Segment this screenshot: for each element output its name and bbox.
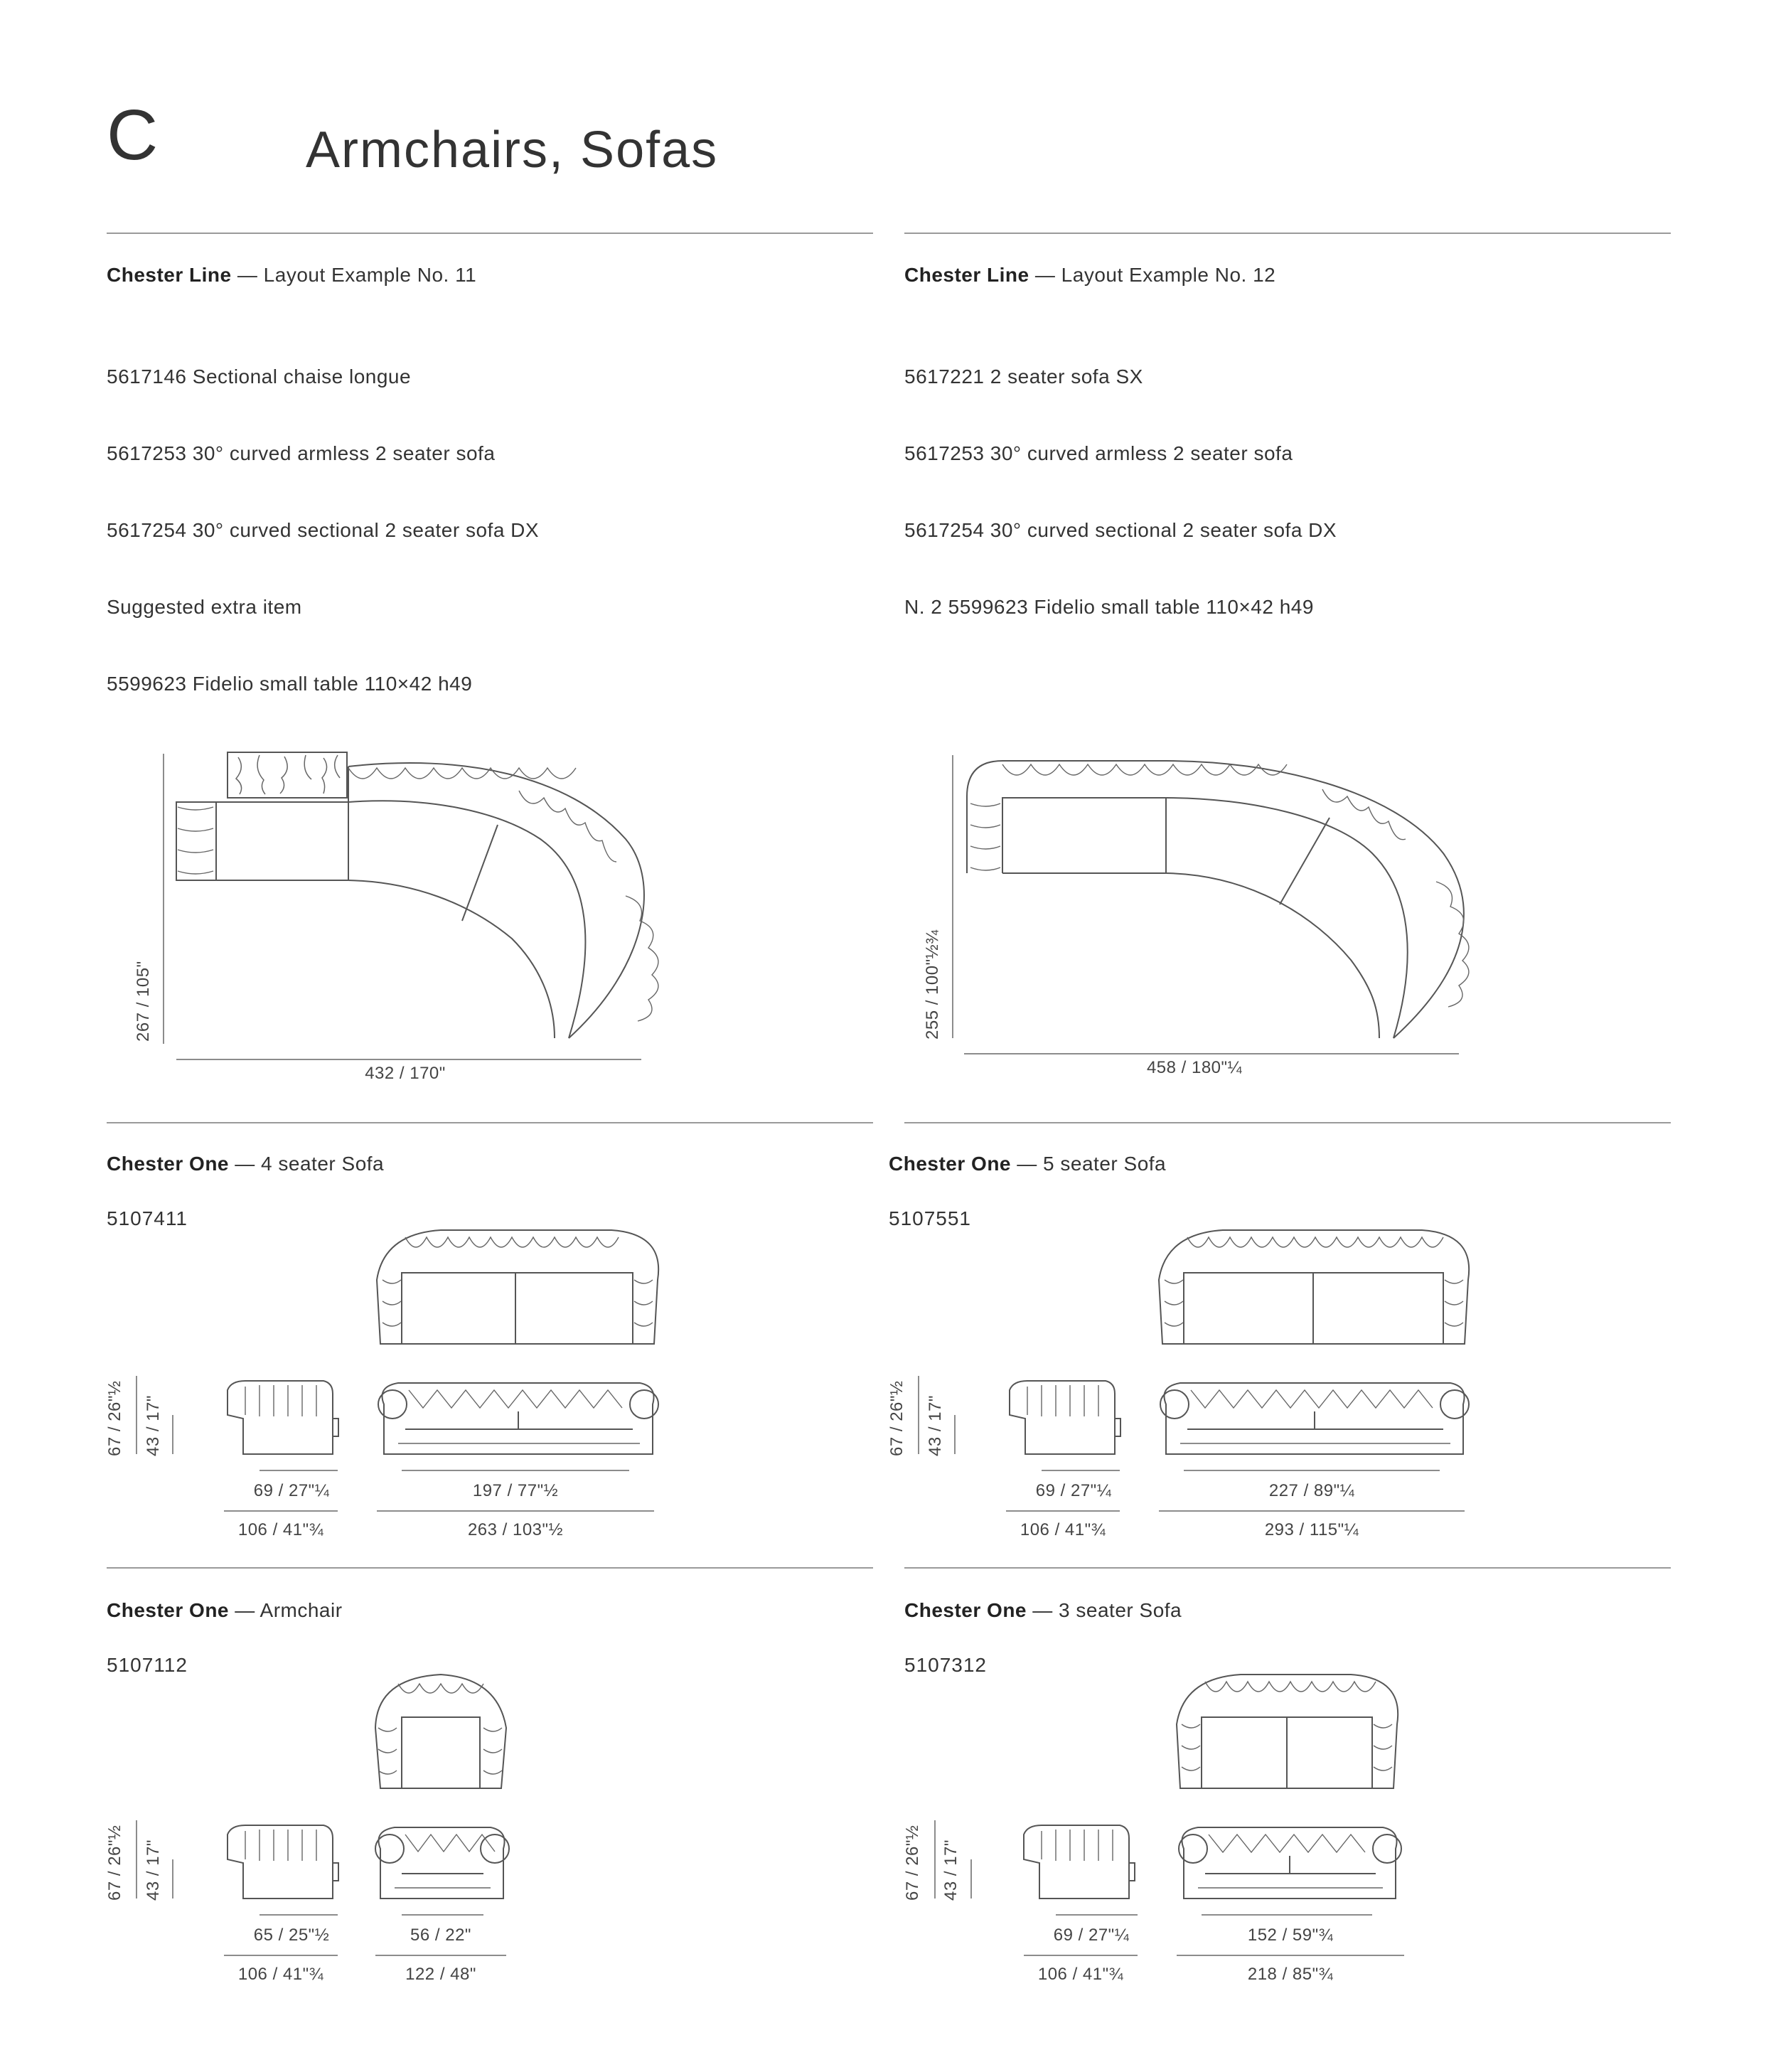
list-item: 5617254 30° curved sectional 2 seater sofa DX xyxy=(107,519,540,541)
list-item: 5617253 30° curved armless 2 seater sofa xyxy=(904,442,1293,464)
product-line-name: Chester One xyxy=(107,1153,229,1175)
side-depth-inner-dimension: 69 / 27"¼ xyxy=(1053,1926,1130,1945)
list-item: 5617254 30° curved sectional 2 seater sofa DX xyxy=(904,519,1337,541)
front-width-total-dimension: 218 / 85"¾ xyxy=(1247,1965,1334,1984)
heading-subtitle: — 3 seater Sofa xyxy=(1032,1599,1182,1621)
list-item: 5617253 30° curved armless 2 seater sofa xyxy=(107,442,496,464)
product-line-name: Chester One xyxy=(107,1599,229,1621)
product-line-name: Chester Line xyxy=(904,264,1029,286)
side-depth-total-dimension: 106 / 41"¾ xyxy=(1037,1965,1124,1984)
product-code: 5107312 xyxy=(904,1654,988,1676)
product-line-name: Chester One xyxy=(904,1599,1027,1621)
overall-width-dimension: 432 / 170" xyxy=(365,1064,446,1083)
side-depth-total-dimension: 106 / 41"¾ xyxy=(237,1965,324,1984)
heading-subtitle: — Layout Example No. 12 xyxy=(1034,264,1276,286)
side-depth-inner-dimension: 65 / 25"½ xyxy=(253,1926,330,1945)
front-width-inner-dimension: 152 / 59"¾ xyxy=(1247,1926,1334,1945)
front-width-total-dimension: 263 / 103"½ xyxy=(467,1520,564,1539)
height-dimension: 67 / 26"½ xyxy=(887,1380,906,1456)
heading-subtitle: — 4 seater Sofa xyxy=(235,1153,385,1175)
product-line-name: Chester Line xyxy=(107,264,232,286)
front-width-inner-dimension: 197 / 77"½ xyxy=(472,1481,559,1500)
side-depth-inner-dimension: 69 / 27"¼ xyxy=(253,1481,330,1500)
page-title: Armchairs, Sofas xyxy=(306,122,719,178)
product-code: 5107112 xyxy=(107,1654,188,1676)
list-item: 5617146 Sectional chaise longue xyxy=(107,365,412,388)
product-code: 5107411 xyxy=(107,1207,188,1229)
product-code: 5107551 xyxy=(889,1207,972,1229)
front-width-total-dimension: 293 / 115"¼ xyxy=(1264,1520,1359,1539)
side-depth-total-dimension: 106 / 41"¾ xyxy=(1020,1520,1106,1539)
overall-width-dimension: 458 / 180"¼ xyxy=(1146,1058,1243,1077)
list-item: N. 2 5599623 Fidelio small table 110×42 h49 xyxy=(904,596,1314,618)
overall-depth-dimension: 267 / 105" xyxy=(134,961,153,1042)
height-dimension: 67 / 26"½ xyxy=(105,1380,124,1456)
height-dimension: 67 / 26"½ xyxy=(903,1825,922,1901)
seat-height-dimension: 43 / 17" xyxy=(941,1839,961,1901)
front-width-inner-dimension: 56 / 22" xyxy=(410,1926,471,1945)
list-item: 5599623 Fidelio small table 110×42 h49 xyxy=(107,673,473,695)
seat-height-dimension: 43 / 17" xyxy=(144,1839,163,1901)
section-letter: C xyxy=(107,95,159,175)
heading-subtitle: — Armchair xyxy=(235,1599,343,1621)
product-line-name: Chester One xyxy=(889,1153,1011,1175)
list-item: 5617221 2 seater sofa SX xyxy=(904,365,1143,388)
list-item: Suggested extra item xyxy=(107,596,302,618)
front-width-total-dimension: 122 / 48" xyxy=(405,1965,476,1984)
overall-depth-dimension: 255 / 100"½¾ xyxy=(923,929,942,1040)
seat-height-dimension: 43 / 17" xyxy=(144,1395,163,1456)
front-width-inner-dimension: 227 / 89"¼ xyxy=(1268,1481,1355,1500)
height-dimension: 67 / 26"½ xyxy=(105,1825,124,1901)
side-depth-total-dimension: 106 / 41"¾ xyxy=(237,1520,324,1539)
heading-subtitle: — Layout Example No. 11 xyxy=(237,264,477,286)
heading-subtitle: — 5 seater Sofa xyxy=(1017,1153,1167,1175)
seat-height-dimension: 43 / 17" xyxy=(926,1395,945,1456)
side-depth-inner-dimension: 69 / 27"¼ xyxy=(1035,1481,1112,1500)
